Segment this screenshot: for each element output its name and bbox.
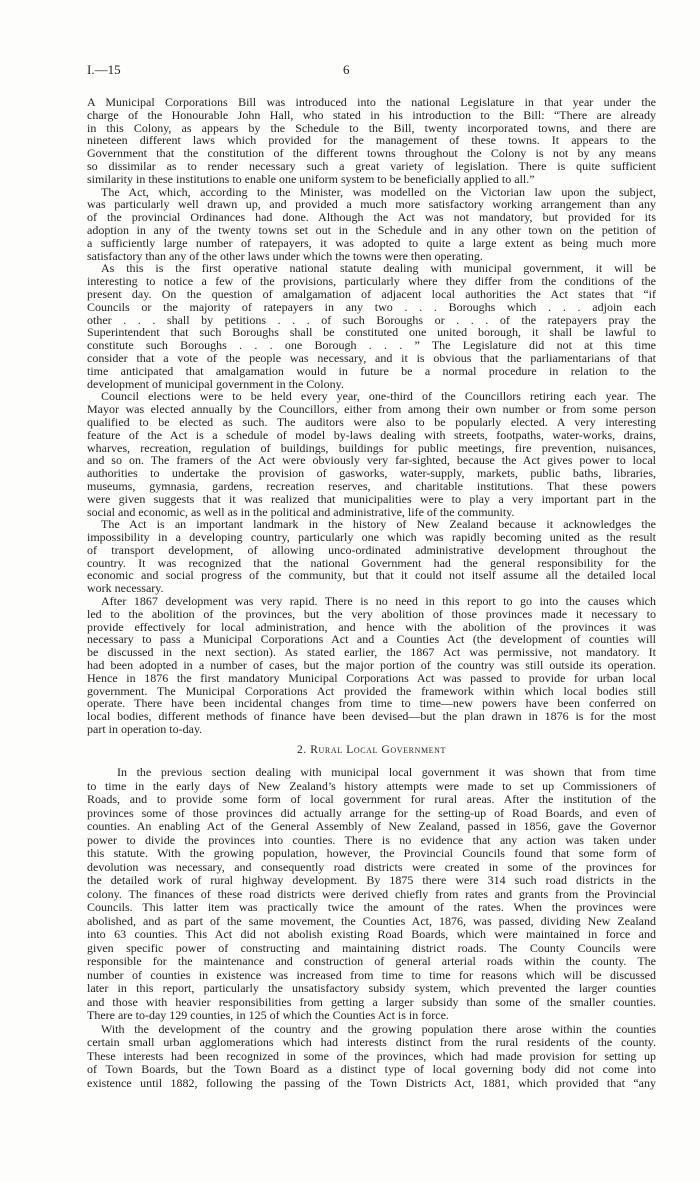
section-municipal-government [87,96,656,736]
text-line: of Town Boards, but the Town Board as a distinct type of local governing body did not come into [87,1062,656,1076]
text-line: nineteen different laws which provided for the management of these towns. It appears to the [87,133,656,148]
text-line: be discussed in the next section). As stated earlier, the 1867 Act was permissive, not mandatory. It [87,645,656,660]
text-line: led to the abolition of the provinces, but the very abolition of those provinces made it necessary to [87,606,656,621]
text-line: A Municipal Corporations Bill was introduced into the national Legislature in that year under the [87,95,656,109]
paragraph [87,518,656,595]
text-line: provinces some of those provinces did actually arrange for the setting-up of Road Boards, and even of [87,805,656,820]
text-line: feature of the Act is a schedule of model by-laws dealing with streets, footpaths, water-works, drains, [87,427,656,442]
text-line: Council elections were to be held every year, one-third of the Councillors retiring each year. The [101,389,656,404]
text-line: local bodies, different methods of finance have been devised—but the plan drawn in 1876 is for the most [87,709,656,724]
document-reference: I.—15 [87,62,121,77]
text-line: a sufficiently large number of ratepayers, it was adopted to quite a large extent as being much more [87,235,656,250]
text-line: charge of the Honourable John Hall, who stated in his introduction to the Bill: “There are already [87,107,656,122]
text-line: devolution was necessary, and consequently road districts were created in some of the provinces for [87,859,656,874]
text-line: Councils or the majority of ratepayers in any two . . . Boroughs which . . . adjoin each [87,299,656,314]
page-number: 6 [343,62,350,77]
text-line: were given suggests that it was realized that municipalities were to play a very important part in the [87,491,656,506]
text-line: government. The Municipal Corporations Act provided the framework within which local bodies still [87,683,656,698]
text-line: in this Colony, as appears by the Schedule to the Bill, twenty incorporated towns, and there are [87,120,656,135]
text-line: operate. There have been incidental changes from time to time—new powers have been conferred on [87,696,656,711]
paragraph [87,96,656,186]
text-line: qualified to be elected as such. The auditors were also to be popularly elected. A very interesting [87,414,656,429]
text-line: necessary to pass a Municipal Corporations Act and a Counties Act (the development of counties will [87,632,656,647]
text-line: Government that the constitution of the different towns throughout the Colony is not by any means [87,146,656,161]
section-heading: 2. Rural Local Government [296,744,447,756]
text-line: colony. The finances of these road districts were derived chiefly from rates and grants from the Provincial [87,886,656,901]
text-line: the detailed work of rural highway development. By 1875 there were 314 such road districts in the [87,873,656,887]
paragraph [87,766,656,1023]
paragraph [87,1023,656,1091]
text-line: of transport development, of allowing unco-ordinated administrative development throughout the [87,542,656,557]
text-line: abolished, and as part of the same movement, the Counties Act, 1876, was passed, dividing New Zealand [87,913,656,928]
text-line: certain small urban agglomerations which had interests distinct from the rural residents of the county. [87,1035,656,1049]
text-line: There are to-day 129 counties, in 125 of which the Counties Act is in force. [87,1008,449,1022]
text-line: similarity in these institutions to enable one uniform system to be beneficially applied to all.” [87,171,535,186]
text-line: number of counties in existence was increased from time to time for reasons which will be discussed [87,967,656,982]
text-line: to time in the early days of New Zealand’s history attempts were made to set up Commissioners of [87,778,656,793]
text-line: consider that a vote of the people was necessary, and it is obvious that the parliamentarians of that [87,350,656,365]
text-line: provide effectively for local administration, and hence with the abolition of the provinces it was [87,619,656,634]
paragraph [87,186,656,263]
text-line: satisfactory than any of the other laws under which the towns were then operating. [87,248,483,263]
text-line: museums, gymnasia, gardens, recreation reserves, and charitable institutions. That these powers [87,478,656,493]
text-line: After 1867 development was very rapid. There is no need in this report to go into the causes which [101,594,656,609]
text-line: counties. An enabling Act of the General Assembly of New Zealand, passed in 1856, gave the Governor [87,819,656,833]
text-line: social and economic, as well as in the political and administrative, life of the community. [87,504,515,519]
text-line: and so on. The framers of the Act were obviously very far-sighted, because the Act gives power to local [87,453,656,468]
text-line: Mayor was elected annually by the Councillors, either from among their own number or from some person [87,402,656,417]
text-line: Superintendent that such Boroughs shall be constituted one united borough, it shall be lawful to [87,325,656,340]
text-line: In the previous section dealing with municipal local government it was shown that from time [117,765,656,779]
text-line: and those with heavier responsibilities from getting a larger subsidy than some of the smaller counties. [87,994,656,1009]
text-line: These interests had been recognized in some of the provinces, which had made provision for setting up [87,1048,656,1063]
paragraph [87,595,656,736]
text-line: power to divide the provinces into counties. There is no evidence that any action was taken under [87,832,656,847]
text-line: responsible for the maintenance and construction of general arterial roads within the county. The [87,954,656,968]
text-line: authorities to undertake the provision of gasworks, water-supply, markets, public baths, libraries, [87,466,656,481]
text-line: The Act, which, according to the Minister, was modelled on the Victorian law upon the subject, [101,184,656,199]
text-line: Councils. This latter item was practically twice the amount of the rates. When the provinces were [87,900,656,914]
text-line: economic and social progress of the community, but that it could not itself assume all the detailed local [87,568,656,583]
text-line: impossibility in a developing country, particularly one which was rapidly becoming united as the result [87,530,656,545]
text-line: into 63 counties. This Act did not abolish existing Road Boards, which were maintained in force and [87,927,656,941]
text-line: Roads, and to provide some form of local government for rural areas. After the institution of the [87,792,656,806]
text-line: this statute. With the growing population, however, the Provincial Councils found that some form of [87,846,656,860]
text-line: The Act is an important landmark in the history of New Zealand because it acknowledges the [101,517,656,532]
text-line: given specific power of constructing and maintaining district roads. The County Councils were [87,940,656,955]
text-line: present day. On the question of amalgamation of adjacent local authorities the Act states that “if [87,286,656,301]
text-line: development of municipal government in the Colony. [87,376,344,391]
text-line: time anticipated that amalgamation would in future be a normal procedure in relation to the [87,363,656,378]
text-line: later in this report, particularly the unsatisfactory subsidy system, which prevented the larger counties [87,981,656,995]
text-line: had been adopted in a number of cases, but the major portion of the country was still outside its operation. [87,658,656,673]
text-line: of the provincial Ordinances had done. Although the Act was not mandatory, but provided for its [87,210,656,225]
paragraph [87,262,656,390]
text-line: part in operation to-day. [87,722,203,737]
text-line: so dissimilar as to render necessary such a great variety of legislation. There is quite sufficient [87,158,656,173]
text-line: other . . . shall by petitions . . . of such Boroughs or . . . of the ratepayers pray the [87,312,656,327]
text-line: As this is the first operative national statute dealing with municipal government, it will be [101,261,656,276]
paragraph [87,390,656,518]
text-line: adoption in any of the twenty towns set out in the Schedule and in any other town on the petition of [87,222,656,237]
text-line: existence until 1882, following the passing of the Town Districts Act, 1881, which provided that “any [87,1075,656,1090]
text-line: constitute such Boroughs . . . one Borough . . . ” The Legislature did not at this time [87,338,656,353]
text-line: Hence in 1876 the first mandatory Municipal Corporations Act was passed to provide for urban local [87,670,656,685]
text-line: wharves, recreation, regulation of buildings, buildings for public meetings, fire prevention, nuisances, [87,440,656,455]
text-line: interesting to notice a few of the provisions, particularly where they differ from the conditions of the [87,274,656,289]
text-line: work necessary. [87,581,164,596]
text-line: With the development of the country and the growing population there arose within the counties [101,1021,656,1036]
text-line: was particularly well drawn up, and provided a much more satisfactory working arrangement than any [87,197,656,212]
section-rural-local-government [87,766,656,1090]
text-line: country. It was recognized that the national Government had the general responsibility for the [87,555,656,570]
